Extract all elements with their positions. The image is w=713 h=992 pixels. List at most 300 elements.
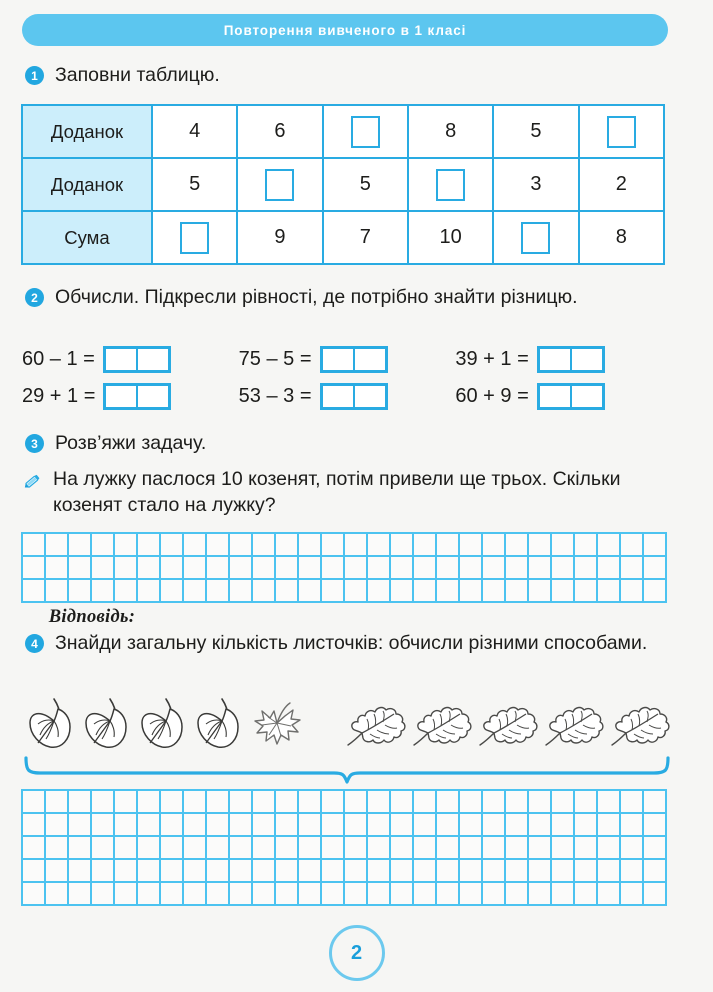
grid-cell[interactable]: [299, 791, 322, 814]
equation: [239, 346, 456, 373]
grid-cell[interactable]: [92, 580, 115, 603]
grid-cell[interactable]: [69, 814, 92, 837]
grid-cell[interactable]: [552, 557, 575, 580]
grid-row: [23, 534, 667, 557]
grid-cell[interactable]: [506, 860, 529, 883]
addends-table: [21, 104, 665, 265]
grid-cell[interactable]: [391, 557, 414, 580]
grid-cell[interactable]: [23, 860, 46, 883]
grid-cell[interactable]: [460, 814, 483, 837]
input-box[interactable]: [607, 116, 636, 148]
birch-leaf: [80, 691, 136, 758]
work-grid[interactable]: [21, 789, 667, 906]
grid-cell[interactable]: [345, 557, 368, 580]
grid-cell[interactable]: [184, 534, 207, 557]
table-value-cell: 2: [579, 158, 664, 211]
grid-cell[interactable]: [368, 814, 391, 837]
grid-row: [23, 814, 667, 837]
grid-cell[interactable]: [253, 860, 276, 883]
grid-cell[interactable]: [230, 534, 253, 557]
grid-cell[interactable]: [345, 791, 368, 814]
oak-leaf: [410, 697, 476, 758]
table-value-cell: 8: [408, 105, 493, 158]
grid-cell[interactable]: [23, 557, 46, 580]
grid-cell[interactable]: [506, 814, 529, 837]
grid-row: [23, 791, 667, 814]
task-2-text: Обчисли. Підкресли рівності, де потрібно знайти різницю.: [55, 286, 578, 308]
grid-cell[interactable]: [69, 557, 92, 580]
grid-cell[interactable]: [345, 883, 368, 906]
grid-cell[interactable]: [253, 580, 276, 603]
grid-cell[interactable]: [437, 534, 460, 557]
grid-cell[interactable]: [506, 837, 529, 860]
grid-cell[interactable]: [437, 860, 460, 883]
grid-cell[interactable]: [391, 534, 414, 557]
grid-cell[interactable]: [552, 580, 575, 603]
pencil-icon: [21, 470, 45, 492]
grid-cell[interactable]: [483, 860, 506, 883]
task-4-heading: [25, 630, 675, 656]
equations-area: [22, 341, 672, 415]
grid-cell[interactable]: [161, 580, 184, 603]
grid-cell[interactable]: [207, 860, 230, 883]
grid-cell[interactable]: [230, 883, 253, 906]
grid-cell[interactable]: [161, 883, 184, 906]
grid-cell[interactable]: [575, 814, 598, 837]
grid-cell[interactable]: [345, 814, 368, 837]
oak-leaf: [344, 697, 410, 758]
grid-cell[interactable]: [115, 860, 138, 883]
birch-leaf: [136, 691, 192, 758]
maple-leaf: [248, 691, 304, 758]
equation: [455, 383, 672, 410]
equation: [239, 383, 456, 410]
grid-cell[interactable]: [69, 883, 92, 906]
grid-cell[interactable]: [207, 837, 230, 860]
grid-cell[interactable]: [644, 883, 667, 906]
equation: [22, 346, 239, 373]
grid-cell[interactable]: [483, 837, 506, 860]
grid-cell[interactable]: [207, 791, 230, 814]
grid-cell[interactable]: [92, 557, 115, 580]
grid-cell[interactable]: [483, 580, 506, 603]
task-3-text: Розв’яжи задачу.: [55, 432, 207, 454]
grid-cell[interactable]: [92, 860, 115, 883]
grid-cell[interactable]: [253, 883, 276, 906]
grid-cell[interactable]: [138, 557, 161, 580]
grid-cell[interactable]: [299, 580, 322, 603]
grid-cell[interactable]: [644, 580, 667, 603]
grid-cell[interactable]: [184, 791, 207, 814]
table-empty-cell[interactable]: [408, 158, 493, 211]
grid-cell[interactable]: [460, 534, 483, 557]
grid-cell[interactable]: [161, 814, 184, 837]
grid-cell[interactable]: [460, 557, 483, 580]
page-title: Повторення вивченого в 1 класі: [223, 22, 467, 38]
grid-cell[interactable]: [414, 814, 437, 837]
grid-cell[interactable]: [69, 580, 92, 603]
grid-cell[interactable]: [437, 791, 460, 814]
grid-cell[interactable]: [368, 860, 391, 883]
grid-cell[interactable]: [506, 534, 529, 557]
grid-cell[interactable]: [621, 557, 644, 580]
grid-cell[interactable]: [598, 860, 621, 883]
grid-cell[interactable]: [644, 534, 667, 557]
grid-cell[interactable]: [46, 534, 69, 557]
grid-cell[interactable]: [138, 580, 161, 603]
grid-cell[interactable]: [368, 883, 391, 906]
grid-cell[interactable]: [69, 860, 92, 883]
input-box[interactable]: [436, 169, 465, 201]
input-box[interactable]: [521, 222, 550, 254]
grid-cell[interactable]: [598, 557, 621, 580]
grid-cell[interactable]: [115, 883, 138, 906]
grid-cell[interactable]: [299, 883, 322, 906]
birch-leaf: [192, 691, 248, 758]
grid-cell[interactable]: [598, 883, 621, 906]
grid-cell[interactable]: [276, 883, 299, 906]
grid-cell[interactable]: [575, 580, 598, 603]
grid-cell[interactable]: [161, 557, 184, 580]
grid-cell[interactable]: [23, 534, 46, 557]
grid-cell[interactable]: [460, 860, 483, 883]
grid-cell[interactable]: [92, 534, 115, 557]
table-empty-cell[interactable]: [237, 158, 322, 211]
grid-cell[interactable]: [621, 837, 644, 860]
grid-cell[interactable]: [138, 814, 161, 837]
grid-cell[interactable]: [23, 580, 46, 603]
grid-cell[interactable]: [46, 860, 69, 883]
grid-cell[interactable]: [414, 580, 437, 603]
table-value-cell: 10: [408, 211, 493, 264]
grid-cell[interactable]: [644, 860, 667, 883]
brace-bracket: [22, 756, 672, 786]
grid-cell[interactable]: [437, 837, 460, 860]
grid-cell[interactable]: [368, 837, 391, 860]
grid-cell[interactable]: [621, 860, 644, 883]
grid-cell[interactable]: [483, 557, 506, 580]
grid-cell[interactable]: [483, 814, 506, 837]
grid-cell[interactable]: [230, 814, 253, 837]
grid-cell[interactable]: [506, 580, 529, 603]
grid-cell[interactable]: [138, 837, 161, 860]
grid-cell[interactable]: [368, 580, 391, 603]
grid-cell[interactable]: [529, 580, 552, 603]
grid-cell[interactable]: [414, 860, 437, 883]
grid-row: [23, 860, 667, 883]
grid-cell[interactable]: [552, 534, 575, 557]
grid-cell[interactable]: [529, 883, 552, 906]
equation-row: [22, 378, 672, 415]
table-empty-cell[interactable]: [152, 211, 237, 264]
grid-cell[interactable]: [322, 860, 345, 883]
grid-cell[interactable]: [575, 557, 598, 580]
grid-cell[interactable]: [598, 837, 621, 860]
grid-cell[interactable]: [322, 580, 345, 603]
grid-cell[interactable]: [299, 837, 322, 860]
table-row-label: Сума: [22, 211, 152, 264]
grid-cell[interactable]: [575, 883, 598, 906]
grid-cell[interactable]: [345, 837, 368, 860]
grid-cell[interactable]: [92, 883, 115, 906]
grid-cell[interactable]: [138, 860, 161, 883]
grid-cell[interactable]: [322, 534, 345, 557]
grid-cell[interactable]: [322, 883, 345, 906]
grid-cell[interactable]: [621, 580, 644, 603]
grid-cell[interactable]: [23, 883, 46, 906]
grid-cell[interactable]: [529, 860, 552, 883]
grid-cell[interactable]: [299, 534, 322, 557]
grid-cell[interactable]: [414, 837, 437, 860]
grid-cell[interactable]: [598, 791, 621, 814]
grid-cell[interactable]: [621, 534, 644, 557]
grid-cell[interactable]: [161, 860, 184, 883]
input-box[interactable]: [265, 169, 294, 201]
grid-cell[interactable]: [621, 814, 644, 837]
grid-cell[interactable]: [368, 557, 391, 580]
grid-cell[interactable]: [276, 557, 299, 580]
grid-cell[interactable]: [253, 534, 276, 557]
table-value-cell: 9: [237, 211, 322, 264]
grid-cell[interactable]: [92, 837, 115, 860]
grid-cell[interactable]: [437, 557, 460, 580]
grid-cell[interactable]: [483, 883, 506, 906]
task-3-heading: [25, 430, 206, 456]
grid-cell[interactable]: [184, 814, 207, 837]
grid-cell[interactable]: [46, 814, 69, 837]
grid-cell[interactable]: [552, 814, 575, 837]
grid-cell[interactable]: [138, 534, 161, 557]
grid-cell[interactable]: [368, 534, 391, 557]
grid-cell[interactable]: [368, 791, 391, 814]
problem-text: На лужку паслося 10 козенят, потім привели ще трьох. Скільки козенят стало на лужку?: [53, 468, 621, 516]
grid-cell[interactable]: [437, 580, 460, 603]
grid-cell[interactable]: [138, 791, 161, 814]
answer-box[interactable]: [537, 346, 605, 373]
grid-cell[interactable]: [161, 791, 184, 814]
task-number-badge: 2: [25, 288, 44, 307]
grid-cell[interactable]: [115, 791, 138, 814]
grid-cell[interactable]: [184, 580, 207, 603]
grid-cell[interactable]: [230, 860, 253, 883]
answer-label: Відповідь:: [48, 607, 136, 627]
grid-cell[interactable]: [69, 791, 92, 814]
grid-cell[interactable]: [92, 814, 115, 837]
grid-cell[interactable]: [437, 814, 460, 837]
table-row: [22, 105, 664, 158]
table-row: [22, 211, 664, 264]
grid-cell[interactable]: [253, 814, 276, 837]
grid-cell[interactable]: [276, 814, 299, 837]
grid-cell[interactable]: [276, 534, 299, 557]
grid-cell[interactable]: [552, 837, 575, 860]
grid-cell[interactable]: [391, 791, 414, 814]
problem-statement: [21, 466, 681, 518]
answer-box[interactable]: [537, 383, 605, 410]
equation-text: 60 – 1 =: [22, 348, 95, 370]
grid-cell[interactable]: [598, 814, 621, 837]
input-box[interactable]: [180, 222, 209, 254]
grid-cell[interactable]: [230, 557, 253, 580]
problem-answer-grid[interactable]: [21, 532, 667, 603]
grid-cell[interactable]: [437, 883, 460, 906]
grid-cell[interactable]: [506, 557, 529, 580]
grid-cell[interactable]: [276, 580, 299, 603]
grid-cell[interactable]: [552, 860, 575, 883]
grid-cell[interactable]: [253, 791, 276, 814]
table-value-cell: 3: [493, 158, 578, 211]
grid-cell[interactable]: [460, 883, 483, 906]
grid-cell[interactable]: [299, 860, 322, 883]
grid-cell[interactable]: [253, 837, 276, 860]
grid-cell[interactable]: [598, 534, 621, 557]
grid-cell[interactable]: [161, 837, 184, 860]
grid-cell[interactable]: [23, 837, 46, 860]
grid-cell[interactable]: [230, 580, 253, 603]
grid-cell[interactable]: [345, 534, 368, 557]
page-number: 2: [329, 925, 385, 981]
grid-cell[interactable]: [460, 791, 483, 814]
leaves-illustration: [24, 690, 674, 758]
grid-cell[interactable]: [184, 837, 207, 860]
grid-cell[interactable]: [644, 837, 667, 860]
equation: [455, 346, 672, 373]
oak-leaf: [476, 697, 542, 758]
grid-cell[interactable]: [299, 814, 322, 837]
grid-cell[interactable]: [644, 814, 667, 837]
grid-cell[interactable]: [276, 860, 299, 883]
equation-text: 53 – 3 =: [238, 385, 312, 407]
grid-cell[interactable]: [46, 837, 69, 860]
grid-cell[interactable]: [575, 837, 598, 860]
grid-cell[interactable]: [253, 557, 276, 580]
table-value-cell: 5: [493, 105, 578, 158]
equation-text: 75 – 5 =: [238, 348, 312, 370]
grid-cell[interactable]: [46, 557, 69, 580]
grid-cell[interactable]: [69, 837, 92, 860]
grid-cell[interactable]: [506, 791, 529, 814]
grid-cell[interactable]: [184, 883, 207, 906]
grid-cell[interactable]: [115, 814, 138, 837]
grid-cell[interactable]: [621, 791, 644, 814]
answer-box[interactable]: [103, 383, 171, 410]
grid-cell[interactable]: [391, 814, 414, 837]
grid-cell[interactable]: [506, 883, 529, 906]
grid-cell[interactable]: [460, 837, 483, 860]
oak-leaf: [542, 697, 608, 758]
table-empty-cell[interactable]: [493, 211, 578, 264]
grid-cell[interactable]: [529, 557, 552, 580]
grid-cell[interactable]: [345, 860, 368, 883]
grid-cell[interactable]: [92, 791, 115, 814]
grid-cell[interactable]: [184, 557, 207, 580]
grid-cell[interactable]: [345, 580, 368, 603]
grid-cell[interactable]: [276, 837, 299, 860]
equation-text: 60 + 9 =: [455, 385, 529, 407]
table-row-label: Доданок: [22, 105, 152, 158]
grid-cell[interactable]: [322, 837, 345, 860]
grid-cell[interactable]: [483, 791, 506, 814]
grid-cell[interactable]: [391, 580, 414, 603]
grid-cell[interactable]: [207, 580, 230, 603]
grid-cell[interactable]: [391, 860, 414, 883]
grid-cell[interactable]: [184, 860, 207, 883]
grid-cell[interactable]: [552, 791, 575, 814]
task-1-text: Заповни таблицю.: [55, 64, 220, 86]
table-value-cell: 5: [152, 158, 237, 211]
grid-cell[interactable]: [230, 837, 253, 860]
grid-cell[interactable]: [115, 534, 138, 557]
grid-cell[interactable]: [575, 860, 598, 883]
grid-cell[interactable]: [414, 557, 437, 580]
grid-cell[interactable]: [207, 814, 230, 837]
grid-cell[interactable]: [575, 534, 598, 557]
grid-cell[interactable]: [207, 534, 230, 557]
task-number-badge: 1: [25, 66, 44, 85]
grid-cell[interactable]: [115, 557, 138, 580]
grid-cell[interactable]: [46, 883, 69, 906]
grid-cell[interactable]: [138, 883, 161, 906]
grid-cell[interactable]: [23, 791, 46, 814]
input-box[interactable]: [351, 116, 380, 148]
equation-text: 29 + 1 =: [22, 385, 96, 407]
grid-cell[interactable]: [46, 580, 69, 603]
grid-cell[interactable]: [529, 814, 552, 837]
equation-text: 39 + 1 =: [455, 348, 529, 370]
answer-box[interactable]: [320, 346, 388, 373]
table-empty-cell[interactable]: [579, 105, 664, 158]
grid-cell[interactable]: [115, 837, 138, 860]
grid-cell[interactable]: [414, 791, 437, 814]
grid-cell[interactable]: [69, 534, 92, 557]
grid-cell[interactable]: [161, 534, 184, 557]
grid-cell[interactable]: [276, 791, 299, 814]
grid-cell[interactable]: [483, 534, 506, 557]
grid-cell[interactable]: [230, 791, 253, 814]
task-4-text: Знайди загальну кількість листочків: обчисли різними способами.: [55, 632, 648, 654]
grid-cell[interactable]: [23, 814, 46, 837]
answer-box[interactable]: [103, 346, 171, 373]
grid-cell[interactable]: [414, 883, 437, 906]
grid-cell[interactable]: [322, 791, 345, 814]
task-1-heading: [25, 62, 220, 88]
grid-cell[interactable]: [529, 791, 552, 814]
grid-cell[interactable]: [391, 837, 414, 860]
grid-cell[interactable]: [391, 883, 414, 906]
grid-cell[interactable]: [414, 534, 437, 557]
grid-cell[interactable]: [46, 791, 69, 814]
grid-cell[interactable]: [207, 883, 230, 906]
table-empty-cell[interactable]: [323, 105, 408, 158]
grid-cell[interactable]: [460, 580, 483, 603]
grid-cell[interactable]: [598, 580, 621, 603]
grid-cell[interactable]: [322, 557, 345, 580]
grid-cell[interactable]: [621, 883, 644, 906]
grid-cell[interactable]: [575, 791, 598, 814]
grid-cell[interactable]: [644, 791, 667, 814]
grid-cell[interactable]: [529, 837, 552, 860]
grid-cell[interactable]: [552, 883, 575, 906]
grid-row: [23, 883, 667, 906]
grid-cell[interactable]: [207, 557, 230, 580]
table-value-cell: 5: [323, 158, 408, 211]
grid-cell[interactable]: [115, 580, 138, 603]
answer-box[interactable]: [320, 383, 388, 410]
grid-cell[interactable]: [322, 814, 345, 837]
grid-cell[interactable]: [644, 557, 667, 580]
grid-cell[interactable]: [299, 557, 322, 580]
grid-cell[interactable]: [529, 534, 552, 557]
